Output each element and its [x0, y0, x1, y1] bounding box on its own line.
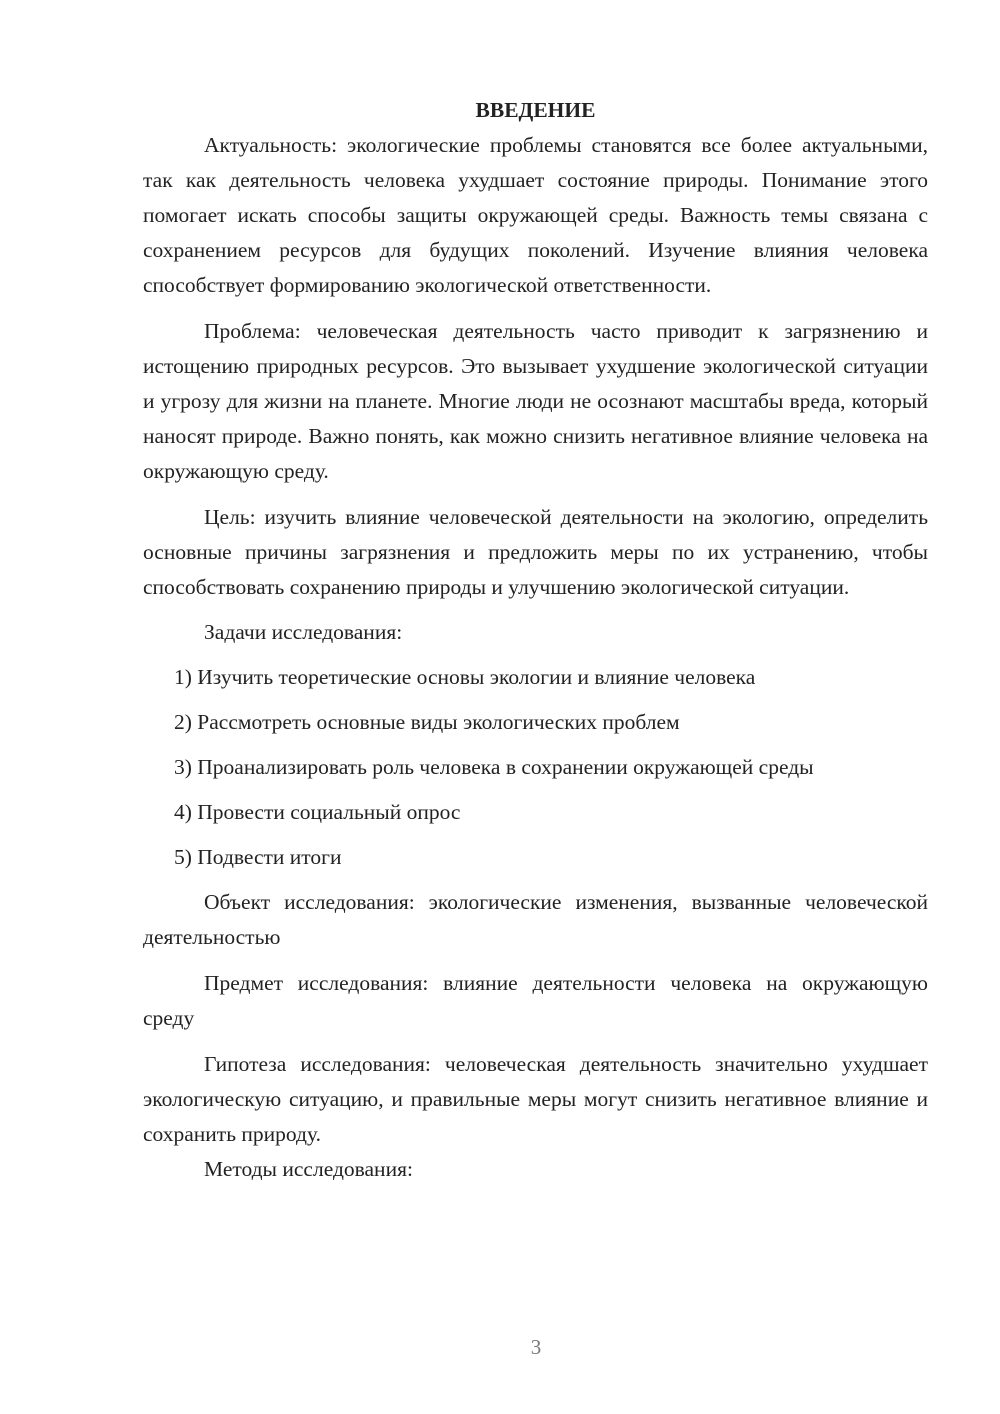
- list-item: 4) Провести социальный опрос: [174, 800, 461, 824]
- paragraph-subject: Предмет исследования: влияние деятельности человека на окружающую среду: [143, 971, 928, 1030]
- page-title: ВВЕДЕНИЕ: [475, 98, 596, 122]
- list-item: 2) Рассмотреть основные виды экологических проблем: [174, 710, 680, 734]
- document-page: [143, 93, 928, 1187]
- list-item: 3) Проанализировать роль человека в сохранении окружающей среды: [174, 755, 814, 779]
- paragraph-goal: Цель: изучить влияние человеческой деятельности на экологию, определить основные причины загрязнения и предложить меры по их устранению, чтобы способствовать сохранению природы и улучшению экологической ситуации.: [143, 505, 928, 599]
- paragraph-hypothesis: Гипотеза исследования: человеческая деятельность значительно ухудшает экологическую ситуацию, и правильные меры могут снизить негативное влияние и сохранить природу.: [143, 1052, 928, 1146]
- list-item: 1) Изучить теоретические основы экологии и влияние человека: [174, 665, 756, 689]
- paragraph-object: Объект исследования: экологические изменения, вызванные человеческой деятельностью: [143, 890, 928, 949]
- methods-heading: Методы исследования:: [204, 1157, 413, 1181]
- list-item: 5) Подвести итоги: [174, 845, 342, 869]
- paragraph-problem: Проблема: человеческая деятельность часто приводит к загрязнению и истощению природных ресурсов. Это вызывает ухудшение экологической ситуации и угрозу для жизни на планете. Многие люди не осознают масштабы вреда, который наносят природе. Важно понять, как можно снизить негативное влияние человека на окружающую среду.: [143, 319, 928, 483]
- tasks-heading: Задачи исследования:: [204, 620, 403, 644]
- paragraph-relevance: Актуальность: экологические проблемы становятся все более актуальными, так как деятельность человека ухудшает состояние природы. Понимание этого помогает искать способы защиты окружающей среды. Важность темы связана с сохранением ресурсов для будущих поколений. Изучение влияния человека способствует формированию экологической ответственности.: [143, 133, 928, 297]
- page-number: 3: [530, 1335, 542, 1359]
